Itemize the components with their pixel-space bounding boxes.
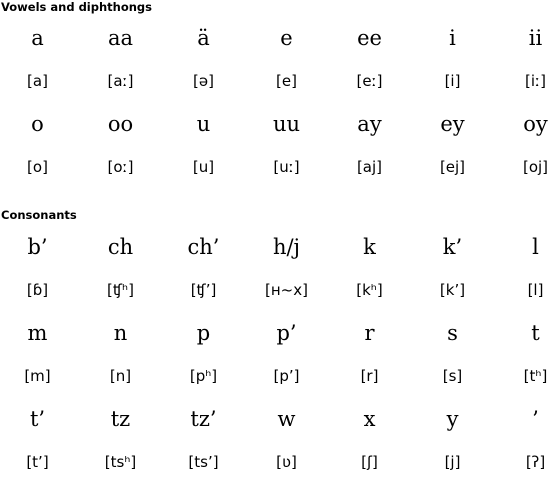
consonant-ipa-cell: [s] <box>442 367 463 385</box>
vowels-heading: Vowels and diphthongs <box>1 0 153 14</box>
consonant-letter-cell: b’ <box>27 235 48 259</box>
consonants-heading: Consonants <box>1 208 77 222</box>
consonant-ipa-cell: [k’] <box>439 281 466 299</box>
vowel-ipa-cell: [a] <box>27 72 48 90</box>
vowel-letter-cell: ay <box>357 112 382 136</box>
consonant-letter-cell: x <box>363 407 376 431</box>
vowel-letter-cell: o <box>31 112 44 136</box>
vowel-ipa-cell: [u] <box>192 158 215 176</box>
vowel-ipa-cell: [eː] <box>356 72 383 90</box>
consonant-ipa-cell: [ʧ’] <box>190 281 217 299</box>
vowel-letter-cell: oo <box>107 112 134 136</box>
vowel-ipa-cell: [ej] <box>439 158 466 176</box>
consonant-letter-cell: t’ <box>29 407 46 431</box>
vowel-ipa-cell: [iː] <box>525 72 546 90</box>
consonant-ipa-cell: [t’] <box>26 453 49 471</box>
consonant-letter-cell: l <box>532 235 539 259</box>
vowel-ipa-cell: [o] <box>27 158 48 176</box>
consonant-ipa-cell: [n] <box>109 367 132 385</box>
vowel-letter-cell: i <box>449 26 456 50</box>
consonant-letter-cell: h/j <box>272 235 301 259</box>
consonant-letter-cell: tz’ <box>190 407 217 431</box>
vowel-letter-cell: u <box>196 112 211 136</box>
consonant-letter-cell: ch’ <box>187 235 220 259</box>
vowel-letter-cell: ä <box>197 26 210 50</box>
consonant-ipa-cell: [ʜ~x] <box>265 281 308 299</box>
vowel-letter-cell: e <box>280 26 293 50</box>
consonant-ipa-cell: [j] <box>444 453 461 471</box>
consonant-letter-cell: k’ <box>442 235 463 259</box>
consonant-ipa-cell: [p’] <box>273 367 300 385</box>
consonant-ipa-cell: [l] <box>527 281 544 299</box>
vowel-letter-cell: a <box>31 26 44 50</box>
vowel-ipa-cell: [uː] <box>273 158 300 176</box>
consonant-letter-cell: m <box>27 321 48 345</box>
consonant-letter-cell: r <box>364 321 375 345</box>
consonant-letter-cell: y <box>446 407 459 431</box>
consonant-letter-cell: w <box>277 407 296 431</box>
consonant-letter-cell: t <box>531 321 540 345</box>
vowels-table <box>0 17 549 189</box>
consonant-ipa-cell: [kʰ] <box>356 281 383 299</box>
consonant-ipa-cell: [ʔ] <box>525 453 546 471</box>
consonant-letter-cell: s <box>447 321 458 345</box>
consonant-ipa-cell: [m] <box>24 367 51 385</box>
vowel-ipa-cell: [oː] <box>107 158 134 176</box>
consonant-ipa-cell: [pʰ] <box>189 367 218 385</box>
consonant-letter-cell: p <box>196 321 211 345</box>
consonant-ipa-cell: [ts’] <box>188 453 219 471</box>
vowel-ipa-cell: [aː] <box>107 72 134 90</box>
vowel-ipa-cell: [ə] <box>193 72 214 90</box>
vowel-letter-cell: uu <box>272 112 301 136</box>
consonants-table <box>0 226 548 484</box>
vowel-letter-cell: aa <box>107 26 134 50</box>
vowel-ipa-cell: [oj] <box>522 158 549 176</box>
vowel-letter-cell: ey <box>440 112 465 136</box>
vowel-letter-cell: oy <box>523 112 548 136</box>
consonant-letter-cell: k <box>363 235 376 259</box>
consonant-ipa-cell: [ʧʰ] <box>107 281 134 299</box>
vowel-ipa-cell: [i] <box>444 72 461 90</box>
consonant-ipa-cell: [ɓ] <box>26 281 49 299</box>
consonant-letter-cell: n <box>113 321 128 345</box>
consonant-ipa-cell: [ʋ] <box>276 453 297 471</box>
vowel-ipa-cell: [e] <box>276 72 297 90</box>
consonant-ipa-cell: [tʰ] <box>523 367 548 385</box>
vowel-letter-cell: ee <box>357 26 382 50</box>
consonant-letter-cell: ch <box>107 235 134 259</box>
vowel-letter-cell: ii <box>528 26 543 50</box>
consonant-letter-cell: tz <box>110 407 131 431</box>
consonant-letter-cell: p’ <box>276 321 297 345</box>
consonant-ipa-cell: [ʃ] <box>361 453 378 471</box>
consonant-ipa-cell: [r] <box>360 367 379 385</box>
consonant-ipa-cell: [tsʰ] <box>104 453 137 471</box>
vowel-ipa-cell: [aj] <box>356 158 383 176</box>
consonant-letter-cell: ’ <box>532 407 539 431</box>
